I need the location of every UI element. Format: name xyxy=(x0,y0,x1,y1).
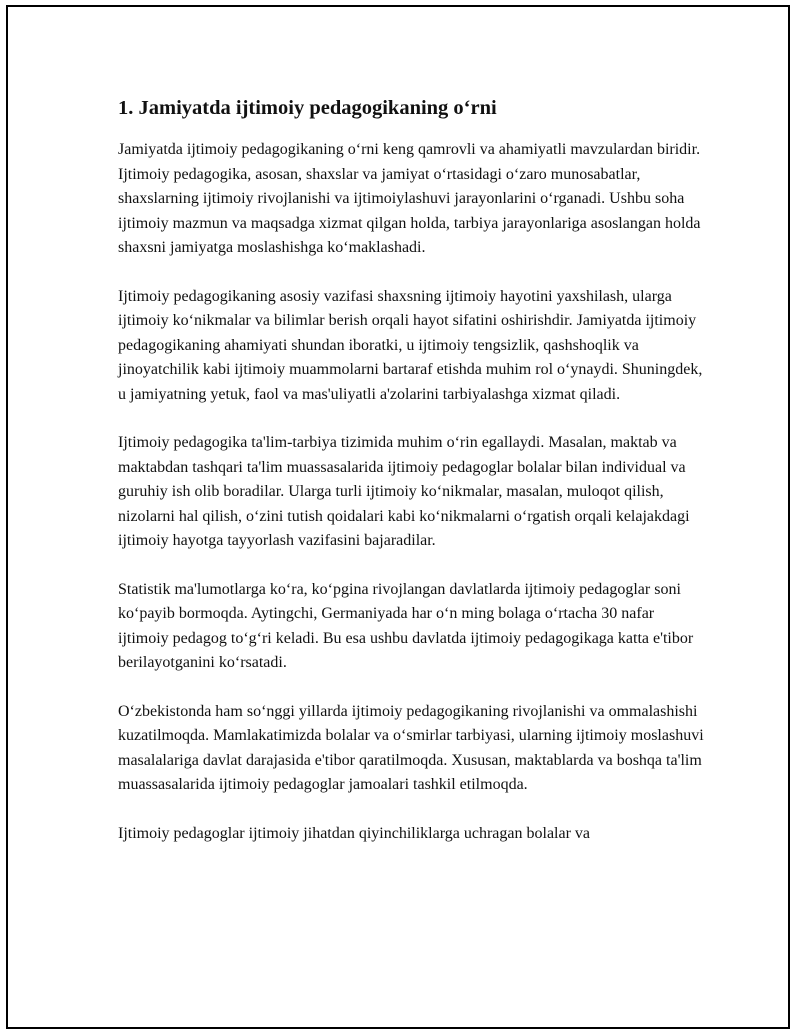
paragraph-3: Ijtimoiy pedagogika ta'lim-tarbiya tizimida muhim oʻrin egallaydi. Masalan, maktab va maktabdan tashqari ta'lim muassasalarida ijtimoiy pedagoglar bolalar bilan individual va guruhiy ish olib boradilar. Ularga turli ijtimoiy koʻnikmalar, masalan, muloqot qilish, nizolarni hal qilish, oʻzini tutish qoidalari kabi koʻnikmalarni oʻrgatish orqali kelajakdagi ijtimoiy hayotga tayyorlash vazifasini bajaradilar. xyxy=(118,434,690,549)
paragraph-1: Jamiyatda ijtimoiy pedagogikaning oʻrni keng qamrovli va ahamiyatli mavzulardan biridir. Ijtimoiy pedagogika, asosan, shaxslar va jamiyat oʻrtasidagi oʻzaro munosabatlar, shaxslarning ijtimoiy rivojlanishi va ijtimoiylashuvi jarayonlarini oʻrganadi. Ushbu soha ijtimoiy mazmun va maqsadga xizmat qilgan holda, tarbiya jarayonlariga asoslangan holda shaxsni jamiyatga moslashishga koʻmaklashadi. xyxy=(118,141,701,256)
section-heading: 1. Jamiyatda ijtimoiy pedagogikaning oʻrni xyxy=(118,97,497,119)
document-page xyxy=(6,5,790,1029)
paragraph-5: Oʻzbekistonda ham soʻnggi yillarda ijtimoiy pedagogikaning rivojlanishi va ommalashishi kuzatilmoqda. Mamlakatimizda bolalar va oʻsmirlar tarbiyasi, ularning ijtimoiy moslashuvi masalalariga davlat darajasida e'tibor qaratilmoqda. Xususan, maktablarda va boshqa ta'lim muassasalarida ijtimoiy pedagoglar jamoalari tashkil etilmoqda. xyxy=(118,702,704,793)
document-body xyxy=(118,95,708,870)
paragraph-4: Statistik ma'lumotlarga koʻra, koʻpgina rivojlangan davlatlarda ijtimoiy pedagoglar soni koʻpayib bormoqda. Aytingchi, Germaniyada har oʻn ming bolaga oʻrtacha 30 nafar ijtimoiy pedagog toʻgʻri keladi. Bu esa ushbu davlatda ijtimoiy pedagogikaga katta e'tibor berilayotganini koʻrsatadi. xyxy=(118,580,694,671)
paragraph-2: Ijtimoiy pedagogikaning asosiy vazifasi shaxsning ijtimoiy hayotini yaxshilash, ularga ijtimoiy koʻnikmalar va bilimlar berish orqali hayot sifatini oshirishdir. Jamiyatda ijtimoiy pedagogikaning ahamiyati shundan iboratki, u ijtimoiy tengsizlik, qashshoqlik va jinoyatchilik kabi ijtimoiy muammolarni bartaraf etishda muhim rol oʻynaydi. Shuningdek, u jamiyatning yetuk, faol va mas'uliyatli a'zolarini tarbiyalashga xizmat qiladi. xyxy=(118,287,703,403)
paragraph-6: Ijtimoiy pedagoglar ijtimoiy jihatdan qiyinchiliklarga uchragan bolalar va xyxy=(118,824,591,842)
